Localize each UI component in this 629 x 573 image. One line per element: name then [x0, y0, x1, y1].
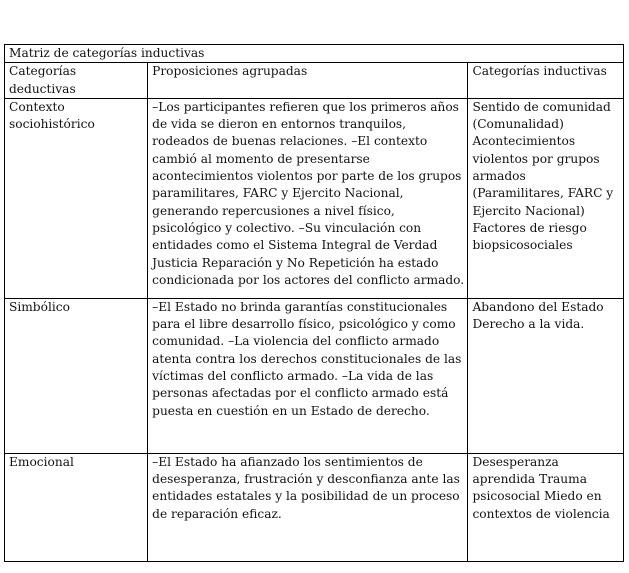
table-header-row	[5, 63, 624, 99]
inductive-categories: Desesperanza aprendida Trauma psicosocial Miedo en contextos de violencia	[468, 453, 624, 561]
grouped-propositions: –El Estado no brinda garantías constitucionales para el libre desarrollo físico, psicológico y como comunidad. –La violencia del conflicto armado atenta contra los derechos constitucionales de las víctimas del conflicto armado. –La vida de las personas afectadas por el conflicto armado está puesta en cuestión en un Estado de derecho.	[148, 298, 468, 453]
table-title: Matriz de categorías inductivas	[5, 45, 624, 63]
deductive-category: Simbólico	[5, 298, 148, 453]
table-row	[5, 98, 624, 298]
deductive-category: Emocional	[5, 453, 148, 561]
header-propositions: Proposiciones agrupadas	[148, 63, 468, 99]
table-title-row	[5, 45, 624, 63]
inductive-categories: Abandono del Estado Derecho a la vida.	[468, 298, 624, 453]
categories-matrix-table	[4, 44, 624, 562]
table-row	[5, 453, 624, 561]
inductive-categories: Sentido de comunidad (Comunalidad) Acontecimientos violentos por grupos armados (Paramilitares, FARC y Ejercito Nacional) Factores de riesgo biopsicosociales	[468, 98, 624, 298]
grouped-propositions: –Los participantes refieren que los primeros años de vida se dieron en entornos tranquilos, rodeados de buenas relaciones. –El contexto cambió al momento de presentarse acontecimientos violentos por parte de los grupos paramilitares, FARC y Ejercito Nacional, generando repercusiones a nivel físico, psicológico y colectivo. –Su vinculación con entidades como el Sistema Integral de Verdad Justicia Reparación y No Repetición ha estado condicionada por los actores del conflicto armado.	[148, 98, 468, 298]
grouped-propositions: –El Estado ha afianzado los sentimientos de desesperanza, frustración y desconfianza ante las entidades estatales y la posibilidad de un proceso de reparación eficaz.	[148, 453, 468, 561]
deductive-category: Contexto sociohistórico	[5, 98, 148, 298]
header-inductive: Categorías inductivas	[468, 63, 624, 99]
table-row	[5, 298, 624, 453]
header-deductive: Categorías deductivas	[5, 63, 148, 99]
